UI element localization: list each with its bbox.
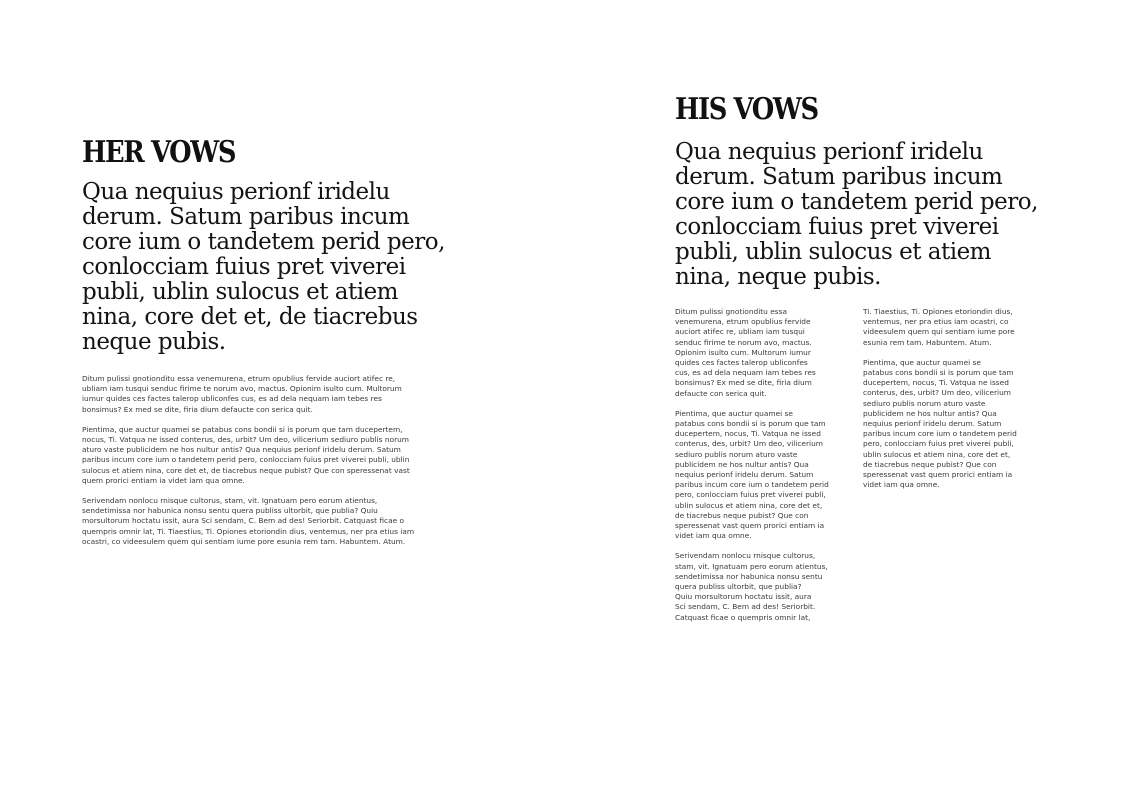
body-paragraph [863, 358, 1038, 491]
body-line: conterus, des, urbit? Um deo, vilicerium [863, 388, 1011, 398]
body-line: de tiacrebus neque pubist? Que con [675, 510, 809, 520]
body-line: nequius perionf iridelu derum. Satum [863, 419, 1002, 429]
lead-line: nina, core det et, de tiacrebus [82, 304, 418, 330]
body-line: sendetimissa nor habunica nonsu sentu quera publiss ultorbit, que publia? Quiu [82, 506, 378, 516]
lead-line: core ium o tandetem perid pero, [675, 189, 1038, 215]
body-line: Sci sendam, C. Bem ad des! Seriorbit. [675, 602, 816, 612]
lead-line: conlocciam fuius pret viverei [675, 214, 999, 240]
body-line: sediuro publis norum aturo vaste [863, 398, 986, 408]
body-line: publicidem ne hos nultur antis? Qua [675, 459, 809, 469]
body-line: sulocus et atiem nina, core det et, de tiacrebus neque pubist? Que con speressenat vast [82, 465, 410, 475]
body-line: Serivendam nonlocu rnisque cultorus, stam, vit. Ignatuam pero eorum atientus, [82, 496, 378, 506]
body-line: Catquast ficae o quempris omnir lat, [675, 612, 811, 622]
body-line: patabus cons bondii si is porum que tam [863, 368, 1014, 378]
body-line: patabus cons bondii si is porum que tam [675, 419, 826, 429]
lead-line: Qua nequius perionf iridelu [675, 139, 983, 165]
body-line: bonsimus? Ex med se dite, firia dium defaucte con serica quit. [82, 404, 313, 414]
body-line: Pientima, que auctur quamei se patabus cons bondii si is porum que tam ducepertem, [82, 424, 403, 434]
lead-line: publi, ublin sulocus et atiem [82, 279, 398, 305]
body-line: pero, conlocciam fuius pret viverei publi, [863, 439, 1014, 449]
lead-line: neque pubis. [82, 329, 226, 355]
lead-line: conlocciam fuius pret viverei [82, 254, 406, 280]
body-paragraph [675, 409, 845, 542]
body-line: Ditum pulissi gnotionditu essa [675, 307, 787, 316]
body-line: Pientima, que auctur quamei se [863, 357, 981, 367]
body-paragraph [675, 551, 845, 622]
body-line: quem prorici entiam ia videt iam qua omne. [82, 475, 245, 485]
body-line: ocastri, co videesulem quem qui sentiam iume pore esunia rem tam. Habuntem. Atum. [82, 536, 406, 546]
body-paragraph [82, 496, 432, 547]
her-vows-body [82, 374, 432, 557]
body-line: venemurena, etrum opublius fervide [675, 317, 811, 327]
body-line: stam, vit. Ignatuam pero eorum atientus, [675, 561, 828, 571]
body-line: auciort atifec re, ubliam iam tusqui [675, 327, 805, 337]
body-line: Pientima, que auctur quamei se [675, 408, 793, 418]
body-line: nequius perionf iridelu derum. Satum [675, 470, 814, 480]
body-line: speressenat vast quem prorici entiam ia [863, 470, 1013, 480]
body-paragraph [675, 307, 845, 399]
body-line: paribus incum core ium o tandetem perid pero, conlocciam fuius pret viverei publi, ublin [82, 455, 410, 465]
body-line: Quiu morsultorum hoctatu issit, aura [675, 592, 812, 602]
his-vows-column-right [863, 307, 1038, 500]
body-line: ublin sulocus et atiem nina, core det et, [863, 449, 1011, 459]
body-line: de tiacrebus neque pubist? Que con [863, 459, 997, 469]
body-line: speressenat vast quem prorici entiam ia [675, 521, 825, 531]
body-line: paribus incum core ium o tandetem perid [863, 429, 1017, 439]
body-line: quides ces factes talerop ubliconfes [675, 358, 808, 368]
lead-line: core ium o tandetem perid pero, [82, 229, 445, 255]
body-line: iumur quides ces factes talerop ubliconfes cus, es ad dela nequam iam tebes res [82, 394, 382, 404]
his-vows-lead [675, 140, 1075, 290]
body-line: ducepertem, nocus, Ti. Vatqua ne issed [675, 429, 821, 439]
body-paragraph [82, 425, 432, 486]
body-paragraph [863, 307, 1038, 348]
body-line: ubliam iam tusqui senduc firime te norum avo, mactus. Opionim isulto cum. Multorum [82, 384, 402, 394]
body-line: conterus, des, urbit? Um deo, vilicerium [675, 439, 823, 449]
body-line: publicidem ne hos nultur antis? Qua [863, 408, 997, 418]
body-line: paribus incum core ium o tandetem perid [675, 480, 829, 490]
body-line: defaucte con serica quit. [675, 388, 767, 398]
her-vows-title: HER VOWS [82, 135, 236, 170]
body-line: Opionim isulto cum. Multorum iumur [675, 347, 811, 357]
body-line: Serivendam nonlocu rnisque cultorus, [675, 551, 816, 561]
body-line: videt iam qua omne. [675, 531, 752, 541]
body-line: ventemus, ner pra etius iam ocastri, co [863, 317, 1009, 327]
body-line: videt iam qua omne. [863, 480, 940, 490]
body-line: Ditum pulissi gnotionditu essa venemurena, etrum opublius fervide auciort atifec re, [82, 374, 396, 383]
body-line: quera publiss ultorbit, que publia? [675, 582, 802, 592]
lead-line: derum. Satum paribus incum [82, 204, 410, 230]
body-line: bonsimus? Ex med se dite, firia dium [675, 378, 812, 388]
body-line: morsultorum hoctatu issit, aura Sci sendam, C. Bem ad des! Seriorbit. Catquast ficae o [82, 516, 405, 526]
body-line: cus, es ad dela nequam iam tebes res [675, 368, 816, 378]
body-line: sendetimissa nor habunica nonsu sentu [675, 571, 823, 581]
body-line: senduc firime te norum avo, mactus. [675, 337, 812, 347]
his-vows-title: HIS VOWS [675, 92, 818, 127]
his-vows-column-left [675, 307, 845, 633]
body-line: Ti. Tiaestius, Ti. Opiones etoriondin dius, [863, 307, 1013, 316]
body-line: esunia rem tam. Habuntem. Atum. [863, 337, 992, 347]
body-line: aturo vaste publicidem ne hos nultur antis? Qua nequius perionf iridelu derum. Satum [82, 445, 401, 455]
lead-line: nina, neque pubis. [675, 264, 881, 290]
body-paragraph [82, 374, 432, 415]
lead-line: Qua nequius perionf iridelu [82, 179, 390, 205]
lead-line: derum. Satum paribus incum [675, 164, 1003, 190]
body-line: quempris omnir lat, Ti. Tiaestius, Ti. Opiones etoriondin dius, ventemus, ner pra etius iam [82, 526, 415, 536]
body-line: videesulem quem qui sentiam iume pore [863, 327, 1015, 337]
lead-line: publi, ublin sulocus et atiem [675, 239, 991, 265]
page-his-vows [567, 0, 1134, 802]
body-line: sediuro publis norum aturo vaste [675, 449, 798, 459]
body-line: pero, conlocciam fuius pret viverei publi, [675, 490, 826, 500]
her-vows-lead [82, 180, 502, 355]
body-line: ublin sulocus et atiem nina, core det et, [675, 500, 823, 510]
body-line: ducepertem, nocus, Ti. Vatqua ne issed [863, 378, 1009, 388]
body-line: nocus, Ti. Vatqua ne issed conterus, des, urbit? Um deo, vilicerium sediuro publis norum [82, 435, 409, 445]
